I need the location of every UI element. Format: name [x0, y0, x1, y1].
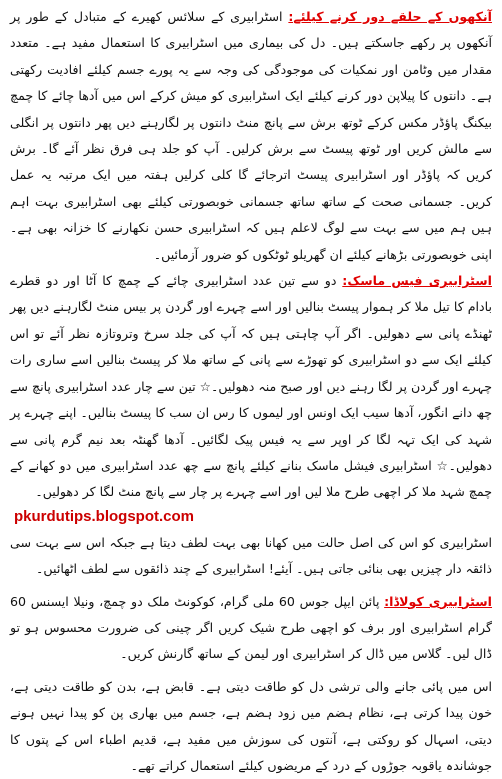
blog-watermark: pkurdutips.blogspot.com: [14, 507, 194, 525]
section-colada: [10, 589, 492, 668]
section-benefits: [10, 674, 492, 779]
section-benefits-body: اس میں پائی جانے والی ترشی دل کو طاقت دیتی ہے۔ قابض ہے، بدن کو طاقت دیتی ہے، خون پیدا کرتی ہے، نظام ہضم میں زود ہضم ہے، جسم میں بھاری پن کو پیدا نہیں ہونے دیتی، اسہال کو روکتی ہے، آنتوں کی سوزش میں مفید ہے، قدیم اطباء اس کے پتوں کا جوشاندہ یاقوبہ جوڑوں کے درد کے مریضوں کیلئے استعمال کراتے تھے۔: [10, 678, 492, 773]
section-recipes-intro-body: اسٹرابیری کو اس کی اصل حالت میں کھانا بھی بہت لطف دیتا ہے جبکہ اس سے بہت سی ذائقہ دار چیزیں بھی بنائی جاتی ہیں۔ آیئے! اسٹرابیری کے چند ذائقوں سے لطف اٹھائیں۔: [10, 534, 492, 577]
section-colada-body: پائن ایپل جوس 60 ملی گرام، کوکونٹ ملک دو چمچ، ونیلا ایسنس 60 گرام اسٹرابیری اور برف کو اچھی طرح شیک کریں اگر چینی کی ضرورت محسوس ہو تو ڈال لیں۔ گلاس میں ڈال کر اسٹرابیری اور لیمن کے ساتھ گارنش کریں۔: [10, 593, 492, 662]
heading-face-mask: اسٹرابیری فیس ماسک:: [342, 273, 492, 289]
section-face-mask: [10, 268, 492, 506]
heading-dark-circles: آنکھوں کے حلقے دور کرنے کیلئے:: [288, 9, 492, 24]
heading-colada: اسٹرابیری کولاڈا:: [384, 593, 493, 609]
section-dark-circles: [10, 4, 492, 268]
section-dark-circles-body: اسٹرابیری کے سلائس کھیرے کے متبادل کے طور پر آنکھوں پر رکھے جاسکتے ہیں۔ دل کی بیماری میں اسٹرابیری کا استعمال مفید ہے۔ متعدد مقدار میں وٹامن اور نمکیات کی موجودگی کی وجہ سے یہ پورے جسم کیلئے افادیت رکھتی ہے۔ دانتوں کا پیلاپن دور کرنے کیلئے ایک اسٹرابیری کو میش کرکے اس میں آدھا چائے کا چمچ بیکنگ پاؤڈر مکس کرکے ٹوتھ برش سے پانچ منٹ دانتوں پر لگارہنے دیں پھر دانتوں پر انگلی سے مالش کریں اور ٹوتھ پیسٹ سے برش کرلیں۔ آپ کو جلد ہی فرق نظر آئے گا۔ برش کریں کہ پاؤڈر اور اسٹرابیری پیسٹ اترجائے گا کلی کرلیں ہفتہ میں ایک مرتبہ یہ عمل کریں۔ جسمانی صحت کے ساتھ ساتھ جسمانی خوبصورتی کیلئے بھی اسٹرابیری بہت اہم ہیں ہم میں سے بہت سے لوگ لاعلم ہیں کہ اسٹرابیری حسن نکھارنے کا خزانہ بھی ہے۔ اپنی خوبصورتی بڑھانے کیلئے ان گھریلو ٹوٹکوں کو ضرور آزمائیں۔: [10, 9, 492, 262]
section-recipes-intro: [10, 530, 492, 583]
section-face-mask-body: دو سے تین عدد اسٹرابیری چائے کے چمچ کا آٹا اور دو قطرے بادام کا تیل ملا کر ہموار پیسٹ بنالیں اور اسے چہرے اور گردن پر بیس منٹ لگارہنے دیں پھر ٹھنڈے پانی سے دھولیں۔ اگر آپ چاہتی ہیں کہ آپ کی جلد سرخ وتروتازہ نظر آئے تو اس کیلئے ایک سے دو اسٹرابیری کو تھوڑے سے پانی کے ساتھ ملا کر پیسٹ بنالیں اسے ساری رات چہرے اور گردن پر لگا رہنے دیں اور صبح منہ دھولیں۔☆ تین سے چار عدد اسٹرابیری پانچ سے چھ دانے انگور، آدھا سیب ایک اونس اور لیموں کا رس ان سب کا پیسٹ بنالیں۔ اپنے چہرے پر شہد کی ایک تہہ لگا کر اوپر سے یہ فیس پیک لگائیں۔ آدھا گھنٹہ بعد نیم گرم پانی سے دھولیں۔☆ اسٹرابیری فیشل ماسک بنانے کیلئے پانچ سے چھ عدد اسٹرابیری میں دو کھانے کے چمچ شہد ملا کر اچھی طرح ملا لیں اور اسے چہرے پر چار سے پانچ منٹ لگا کر دھولیں۔: [10, 273, 492, 500]
